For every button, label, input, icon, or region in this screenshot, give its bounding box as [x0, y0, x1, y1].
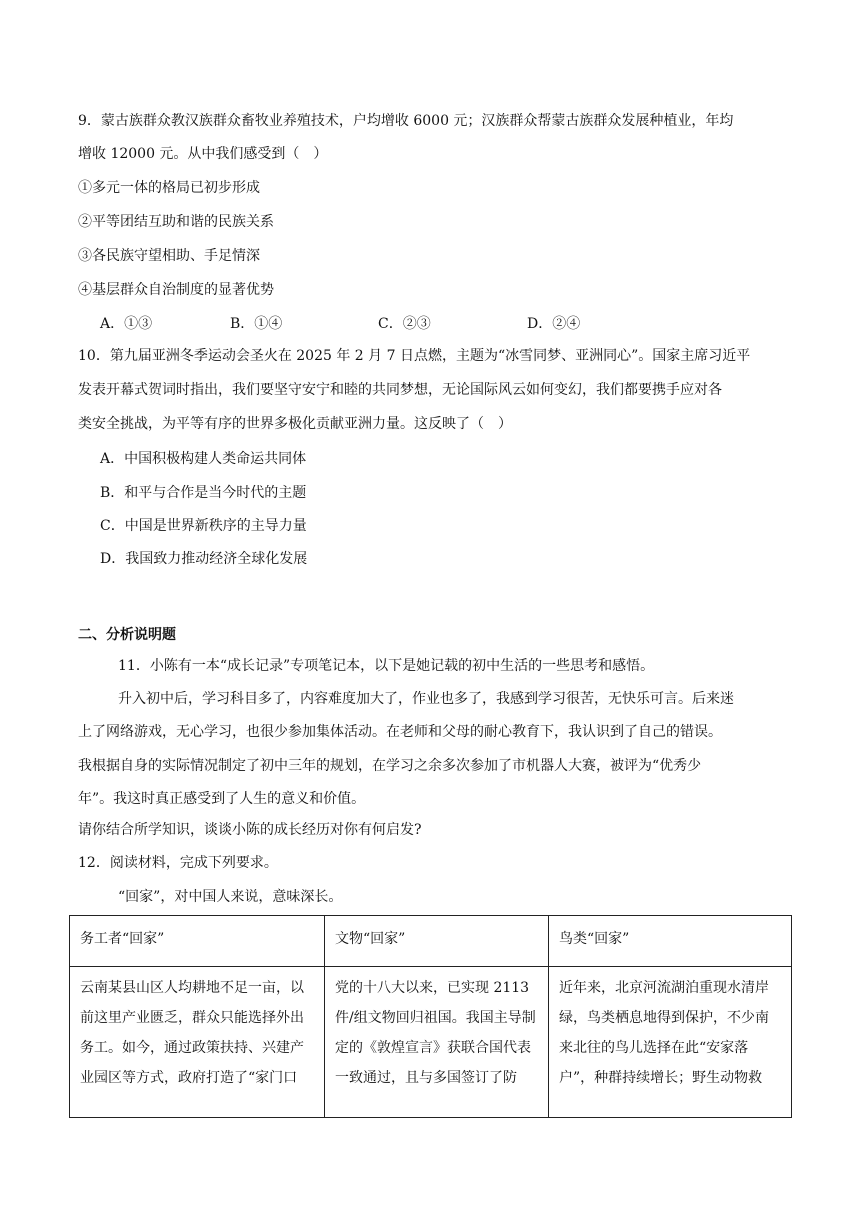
q10-stem-line3: 类安全挑战，为平等有序的世界多极化贡献亚洲力量。这反映了（ ）: [78, 416, 512, 432]
table-header-cell: 鸟类“回家”: [549, 916, 792, 967]
q9-option-b[interactable]: B．①④: [230, 316, 283, 332]
cell-text-birds: 近年来，北京河流湖泊重现水清岸绿，鸟类栖息地得到保护，不少南来北往的鸟儿选择在此“安家落户”，种群持续增长；野生动物救: [559, 980, 769, 1086]
q10-option-d[interactable]: D．我国致力推动经济全球化发展: [100, 551, 308, 567]
q10-stem-line1: 10．第九届亚洲冬季运动会圣火在 2025 年 2 月 7 日点燃，主题为“冰雪同梦、亚洲同心”。国家主席习近平: [78, 348, 751, 364]
q11-para-line3: 我根据自身的实际情况制定了初中三年的规划，在学习之余多次参加了市机器人大赛，被评为“优秀少: [78, 758, 702, 774]
table-cell: [325, 967, 549, 1118]
q10-option-c[interactable]: C．中国是世界新秩序的主导力量: [100, 518, 307, 534]
q10-option-b[interactable]: B．和平与合作是当今时代的主题: [100, 485, 307, 501]
q10-stem-line2: 发表开幕式贺词时指出，我们要坚守安宁和睦的共同梦想，无论国际风云如何变幻，我们都要携手应对各: [78, 382, 722, 398]
q9-item-4: ④基层群众自治制度的显著优势: [78, 282, 274, 298]
material-table: [69, 915, 792, 1118]
table-header-cell: 文物“回家”: [325, 916, 549, 967]
q9-item-3: ③各民族守望相助、手足情深: [78, 248, 260, 264]
q9-stem-line2: 增收 12000 元。从中我们感受到（ ）: [78, 146, 328, 162]
cell-text-relics: 党的十八大以来，已实现 2113 件/组文物回归祖国。我国主导制定的《敦煌宣言》获联合国代表一致通过，且与多国签订了防: [335, 980, 536, 1086]
q12-lead: “回家”，对中国人来说，意味深长。: [118, 889, 343, 905]
q11-para-line1: 升入初中后，学习科目多了，内容难度加大了，作业也多了，我感到学习很苦，无快乐可言。后来迷: [118, 691, 734, 707]
q11-intro: 11．小陈有一本“成长记录”专项笔记本，以下是她记载的初中生活的一些思考和感悟。: [118, 658, 655, 674]
table-cell: [70, 967, 325, 1118]
table-header-cell: 务工者“回家”: [70, 916, 325, 967]
q11-question: 请你结合所学知识，谈谈小陈的成长经历对你有何启发?: [78, 822, 422, 838]
q9-item-2: ②平等团结互助和谐的民族关系: [78, 214, 274, 230]
q10-option-a[interactable]: A．中国积极构建人类命运共同体: [100, 451, 307, 467]
q11-para-line2: 上了网络游戏，无心学习，也很少参加集体活动。在老师和父母的耐心教育下，我认识到了自己的错误。: [78, 724, 722, 740]
q9-option-d[interactable]: D．②④: [527, 316, 581, 332]
q9-option-c[interactable]: C．②③: [378, 316, 431, 332]
table-row: [70, 967, 792, 1118]
q9-stem-line1: 9．蒙古族群众教汉族群众畜牧业养殖技术，户均增收 6000 元；汉族群众帮蒙古族群众发展种植业，年均: [78, 113, 734, 129]
q11-para-line4: 年”。我这时真正感受到了人生的意义和价值。: [78, 791, 366, 807]
q12-stem: 12．阅读材料，完成下列要求。: [78, 855, 278, 871]
q9-item-1: ①多元一体的格局已初步形成: [78, 180, 260, 196]
table-cell: [549, 967, 792, 1118]
table-header-row: [70, 916, 792, 967]
cell-text-workers: 云南某县山区人均耕地不足一亩，以前这里产业匮乏，群众只能选择外出务工。如今，通过政策扶持、兴建产业园区等方式，政府打造了“家门口: [80, 980, 304, 1086]
section-heading: 二、分析说明题: [78, 627, 176, 643]
q9-option-a[interactable]: A．①③: [100, 316, 153, 332]
